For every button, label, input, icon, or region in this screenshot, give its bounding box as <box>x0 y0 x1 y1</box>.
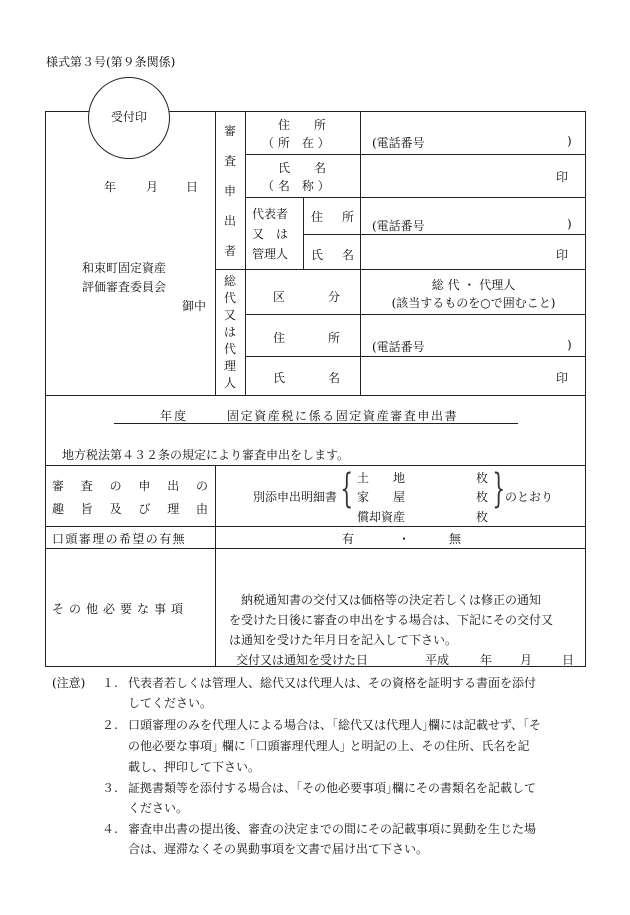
note-2-line-3: 載し、押印して下さい。 <box>128 760 261 774</box>
note-1-line-2: してください。 <box>128 696 213 710</box>
agent-section-label: 総 代 又 は 代 理 人 <box>223 274 236 390</box>
rep-phone-close: ) <box>567 217 572 231</box>
addressee-line3: 御中 <box>182 299 207 313</box>
applicant-phone-close: ) <box>567 134 572 148</box>
category-label-1: 区 <box>273 290 286 304</box>
rep-address-label-1: 住 <box>311 210 324 224</box>
other-label: その他必要な事項 <box>52 602 189 616</box>
property-name-house: 家 屋 <box>357 490 406 504</box>
delivery-era: 平成 <box>425 653 450 667</box>
rep-name-label-2: 名 <box>342 248 355 262</box>
category-value: 総 代 ・ 代理人 <box>431 278 516 292</box>
title-text: 固定資産税に係る固定資産審査申出書 <box>227 409 459 423</box>
note-3-line-1: 証拠書類等を添付する場合は、｢その他必要事項｣欄にその書類名を記載して <box>128 781 537 795</box>
date-day: 日 <box>186 180 199 194</box>
notes-header: (注意) <box>52 676 86 690</box>
detail-label: 別添申出明細書 <box>253 490 338 504</box>
title-year: 年度 <box>160 409 189 423</box>
rep-phone-label: (電話番号 <box>372 219 425 233</box>
property-name-land: 土 地 <box>357 471 406 485</box>
date-year: 年 <box>104 180 117 194</box>
reason-suffix: のとおり <box>505 490 554 504</box>
left-brace-icon: { <box>340 466 354 512</box>
note-2-line-2: の他必要な事項｣ 欄に ｢口頭審理代理人｣ と明記の上、その住所、氏名を記 <box>128 739 530 753</box>
reception-stamp <box>88 77 170 159</box>
delivery-year: 年 <box>480 653 493 667</box>
representative-label: 代表者 又 は 管理人 <box>252 207 289 261</box>
note-4-num: ４. <box>102 822 118 836</box>
note-3-num: ３. <box>102 781 118 795</box>
addressee-line1: 和束町固定資産 <box>82 261 167 275</box>
category-note: (該当するものを○で囲むこと) <box>391 296 556 310</box>
agent-address-label-1: 住 <box>273 331 286 345</box>
note-1-line-1: 代表者若しくは管理人、総代又は代理人は、その資格を証明する書面を添付 <box>128 676 537 690</box>
name-sub-label: （ 名 称 ） <box>262 179 330 193</box>
property-unit-house: 枚 <box>476 490 489 504</box>
agent-address-label-2: 所 <box>328 331 341 345</box>
address-label-1: 住 <box>278 118 291 132</box>
right-brace-icon: } <box>492 466 506 512</box>
delivery-date-label: 交付又は通知を受けた日 <box>236 653 369 667</box>
property-unit-land: 枚 <box>476 471 489 485</box>
other-text: 納税通知書の交付又は価格等の決定若しくは修正の通知 を受けた日後に審査の申出をする場合は、下記にその交付又 は通知を受けた年月日を記入して下さい。 <box>229 593 554 647</box>
oral-hearing-label: 口頭審理の希望の有無 <box>52 532 187 546</box>
category-label-2: 分 <box>328 290 341 304</box>
delivery-month: 月 <box>520 653 533 667</box>
note-4-line-1: 審査申出書の提出後、審査の決定までの間にその記載事項に異動を生じた場 <box>128 822 537 836</box>
date-month: 月 <box>146 180 159 194</box>
delivery-day: 日 <box>562 653 575 667</box>
agent-name-label-2: 名 <box>328 371 341 385</box>
stamp-label: 受付印 <box>110 110 147 124</box>
note-3-line-2: ください。 <box>128 801 189 815</box>
rep-seal: 印 <box>556 248 569 262</box>
statement: 地方税法第４３２条の規定により審査申出をします。 <box>62 448 350 462</box>
address-label-2: 所 <box>314 118 327 132</box>
oral-yes: 有 <box>342 532 355 546</box>
agent-name-label-1: 氏 <box>273 371 286 385</box>
rep-name-label-1: 氏 <box>311 248 324 262</box>
oral-dot: ・ <box>398 532 411 546</box>
agent-seal: 印 <box>556 371 569 385</box>
note-4-line-2: 合は、遅滞なくその異動事項を文書で届け出て下さい。 <box>128 842 429 856</box>
property-name-depreciable: 償却資産 <box>357 510 406 524</box>
property-unit-depreciable: 枚 <box>476 510 489 524</box>
address-sub-label: （ 所 在 ） <box>262 136 330 150</box>
rep-address-label-2: 所 <box>342 210 355 224</box>
note-2-num: ２. <box>102 718 118 732</box>
name-label-2: 名 <box>314 161 327 175</box>
oral-no: 無 <box>449 532 462 546</box>
applicant-phone-label: (電話番号 <box>372 136 425 150</box>
agent-phone-close: ) <box>567 338 572 352</box>
applicant-seal: 印 <box>556 170 569 184</box>
applicant-section-label: 審 査 申 出 者 <box>223 124 236 258</box>
name-label-1: 氏 <box>278 161 291 175</box>
agent-phone-label: (電話番号 <box>372 340 425 354</box>
form-id: 様式第３号(第９条関係) <box>46 55 176 69</box>
note-1-num: １. <box>102 676 118 690</box>
addressee-line2: 評価審査委員会 <box>82 280 167 294</box>
note-2-line-1: 口頭審理のみを代理人による場合は、｢総代又は代理人｣欄には記載せず、｢そ <box>128 718 542 732</box>
